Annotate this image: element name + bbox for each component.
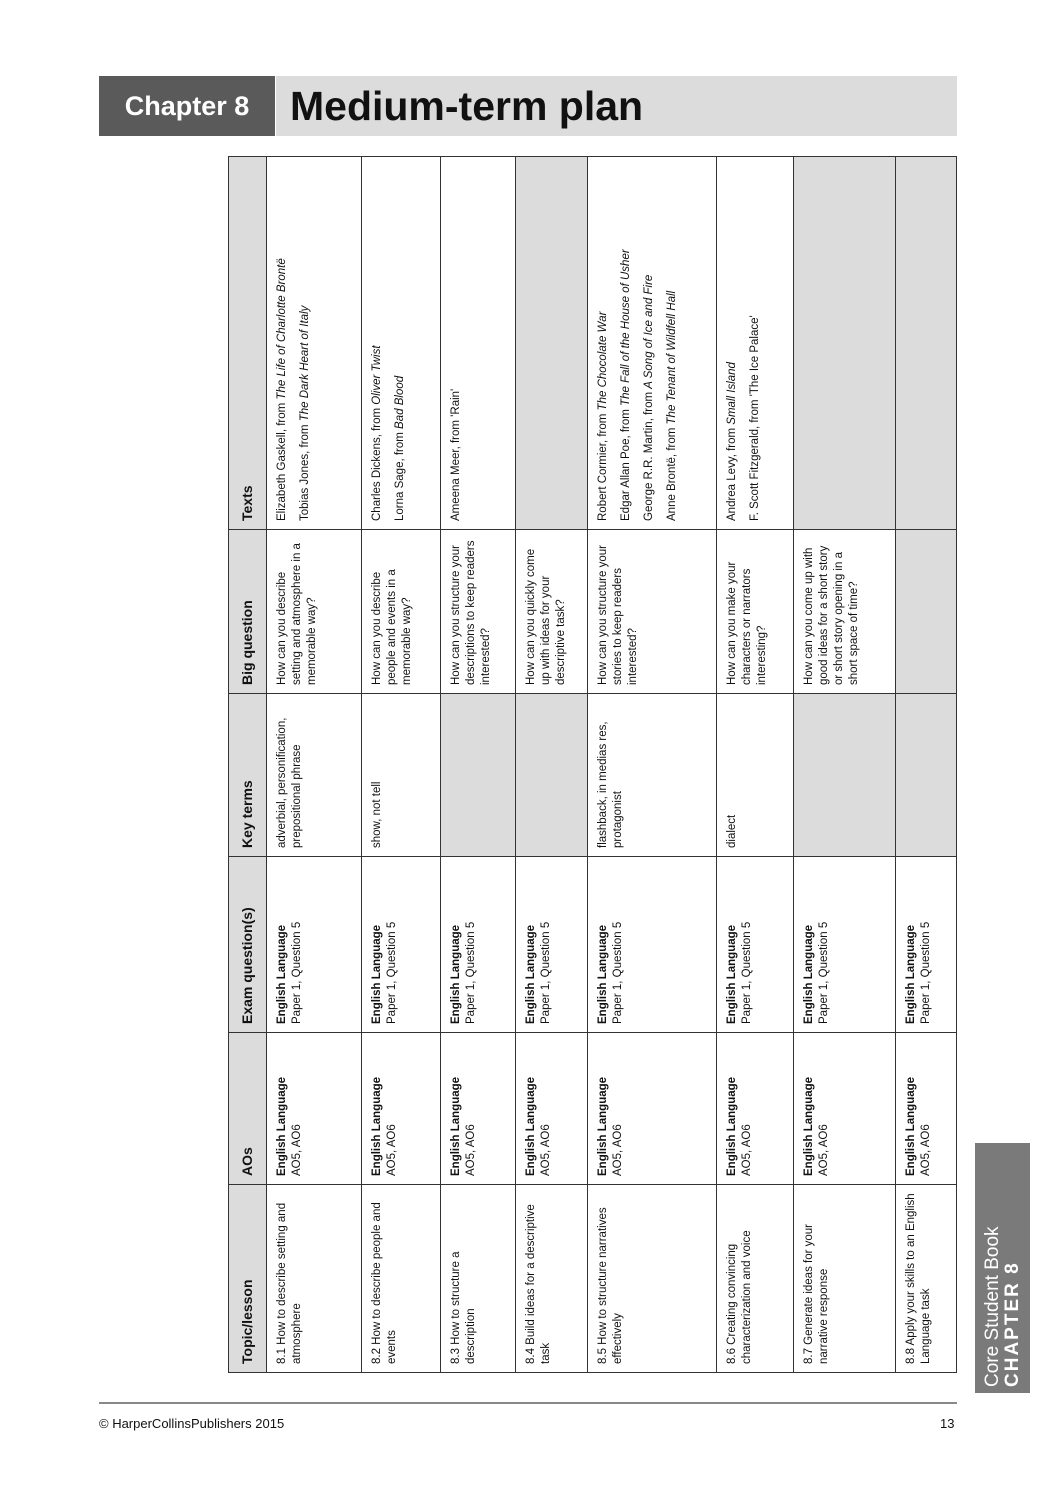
big-question-cell: How can you make your characters or narrators interesting? bbox=[716, 530, 793, 694]
ao-cell bbox=[895, 1033, 956, 1185]
exam-value: Paper 1, Question 5 bbox=[465, 921, 478, 1024]
key-terms-cell: dialect bbox=[716, 694, 793, 857]
ao-value: AO5, AO6 bbox=[540, 1124, 553, 1176]
table-row bbox=[895, 157, 956, 1373]
topic-cell: 8.3 How to structure a description bbox=[441, 1185, 516, 1373]
texts-cell bbox=[588, 157, 716, 530]
texts-cell bbox=[895, 157, 956, 530]
exam-value: Paper 1, Question 5 bbox=[817, 921, 830, 1024]
key-terms-cell: flashback, in medias res, protagonist bbox=[588, 694, 716, 857]
big-question-cell: How can you structure your descriptions to keep readers interested? bbox=[441, 530, 516, 694]
key-terms-cell: adverbial, personification, prepositional phrase bbox=[267, 694, 362, 857]
texts-cell bbox=[516, 157, 588, 530]
exam-value: Paper 1, Question 5 bbox=[919, 921, 932, 1024]
text-entry: F. Scott Fitzgerald, from 'The Ice Palace' bbox=[748, 315, 761, 521]
page-number: 13 bbox=[940, 1416, 955, 1431]
text-entry: Elizabeth Gaskell, from The Life of Charlotte Brontë bbox=[276, 258, 289, 521]
key-terms-cell bbox=[516, 694, 588, 857]
copyright: © HarperCollinsPublishers 2015 bbox=[99, 1416, 285, 1431]
table-row bbox=[362, 157, 441, 1373]
ao-cell bbox=[516, 1033, 588, 1185]
ao-cell bbox=[441, 1033, 516, 1185]
table-row bbox=[516, 157, 588, 1373]
big-question-cell: How can you describe people and events in a memorable way? bbox=[362, 530, 441, 694]
table-row bbox=[267, 157, 362, 1373]
table-row bbox=[588, 157, 716, 1373]
exam-value: Paper 1, Question 5 bbox=[540, 921, 553, 1024]
key-terms-cell bbox=[441, 694, 516, 857]
texts-cell bbox=[441, 157, 516, 530]
exam-title: English Language bbox=[597, 924, 610, 1024]
key-terms-cell bbox=[895, 694, 956, 857]
texts-cell bbox=[716, 157, 793, 530]
big-question-cell: How can you quickly come up with ideas for your descriptive task? bbox=[516, 530, 588, 694]
key-terms-cell bbox=[793, 694, 895, 857]
ao-cell bbox=[588, 1033, 716, 1185]
text-entry: Lorna Sage, from Bad Blood bbox=[394, 375, 407, 521]
topic-cell: 8.2 How to describe people and events bbox=[362, 1185, 441, 1373]
ao-cell bbox=[267, 1033, 362, 1185]
table-row bbox=[441, 157, 516, 1373]
topic-cell: 8.8 Apply your skills to an English Language task bbox=[895, 1185, 956, 1373]
column-header: Exam question(s) bbox=[229, 857, 267, 1033]
exam-title: English Language bbox=[725, 924, 738, 1024]
text-entry: Edgar Allan Poe, from The Fall of the House of Usher bbox=[620, 249, 633, 521]
ao-title: English Language bbox=[725, 1076, 738, 1176]
topic-cell: 8.5 How to structure narratives effectively bbox=[588, 1185, 716, 1373]
text-entry: Andrea Levy, from Small Island bbox=[725, 362, 738, 521]
texts-cell bbox=[793, 157, 895, 530]
exam-cell bbox=[716, 857, 793, 1033]
ao-cell bbox=[793, 1033, 895, 1185]
ao-cell bbox=[716, 1033, 793, 1185]
column-header: Key terms bbox=[229, 694, 267, 857]
text-entry: Tobias Jones, from The Dark Heart of Italy bbox=[298, 305, 311, 521]
ao-title: English Language bbox=[904, 1076, 917, 1176]
table-row bbox=[716, 157, 793, 1373]
medium-term-plan-table bbox=[228, 156, 957, 1373]
column-header: Texts bbox=[229, 157, 267, 530]
table-header-row bbox=[229, 157, 267, 1373]
exam-cell bbox=[362, 857, 441, 1033]
ao-value: AO5, AO6 bbox=[740, 1124, 753, 1176]
exam-cell bbox=[895, 857, 956, 1033]
text-entry: Robert Cormier, from The Chocolate War bbox=[597, 311, 610, 521]
ao-value: AO5, AO6 bbox=[465, 1124, 478, 1176]
table-row bbox=[793, 157, 895, 1373]
big-question-cell: How can you come up with good ideas for a short story or short story opening in a short space of time? bbox=[793, 530, 895, 694]
column-header: AOs bbox=[229, 1033, 267, 1185]
topic-cell: 8.4 Build ideas for a descriptive task bbox=[516, 1185, 588, 1373]
exam-value: Paper 1, Question 5 bbox=[612, 921, 625, 1024]
topic-cell: 8.7 Generate ideas for your narrative response bbox=[793, 1185, 895, 1373]
side-tab-chapter: CHAPTER 8 bbox=[1001, 1261, 1023, 1387]
ao-value: AO5, AO6 bbox=[817, 1124, 830, 1176]
ao-title: English Language bbox=[597, 1076, 610, 1176]
exam-title: English Language bbox=[371, 924, 384, 1024]
exam-cell bbox=[516, 857, 588, 1033]
ao-title: English Language bbox=[525, 1076, 538, 1176]
chapter-label: Chapter 8 bbox=[99, 76, 275, 136]
text-entry: Ameena Meer, from 'Rain' bbox=[450, 388, 463, 521]
exam-title: English Language bbox=[450, 924, 463, 1024]
exam-cell bbox=[441, 857, 516, 1033]
text-entry: George R.R. Martin, from A Song of Ice and Fire bbox=[643, 274, 656, 521]
ao-title: English Language bbox=[371, 1076, 384, 1176]
key-terms-cell: show, not tell bbox=[362, 694, 441, 857]
side-tab bbox=[975, 1143, 1030, 1393]
texts-cell bbox=[362, 157, 441, 530]
text-entry: Charles Dickens, from Oliver Twist bbox=[371, 345, 384, 521]
plan-table-wrapper bbox=[228, 157, 957, 1373]
exam-title: English Language bbox=[276, 924, 289, 1024]
ao-title: English Language bbox=[276, 1076, 289, 1176]
exam-title: English Language bbox=[525, 924, 538, 1024]
exam-cell bbox=[588, 857, 716, 1033]
footer-rule bbox=[99, 1402, 957, 1404]
exam-value: Paper 1, Question 5 bbox=[290, 921, 303, 1024]
ao-value: AO5, AO6 bbox=[919, 1124, 932, 1176]
exam-title: English Language bbox=[904, 924, 917, 1024]
column-header: Topic/lesson bbox=[229, 1185, 267, 1373]
big-question-cell: How can you structure your stories to keep readers interested? bbox=[588, 530, 716, 694]
ao-value: AO5, AO6 bbox=[612, 1124, 625, 1176]
column-header: Big question bbox=[229, 530, 267, 694]
text-entry: Anne Brontë, from The Tenant of Wildfell Hall bbox=[666, 290, 679, 521]
exam-value: Paper 1, Question 5 bbox=[386, 921, 399, 1024]
page-title: Medium-term plan bbox=[276, 76, 957, 136]
exam-cell bbox=[267, 857, 362, 1033]
ao-title: English Language bbox=[450, 1076, 463, 1176]
topic-cell: 8.1 How to describe setting and atmosphere bbox=[267, 1185, 362, 1373]
topic-cell: 8.6 Creating convincing characterization and voice bbox=[716, 1185, 793, 1373]
exam-cell bbox=[793, 857, 895, 1033]
ao-value: AO5, AO6 bbox=[386, 1124, 399, 1176]
ao-cell bbox=[362, 1033, 441, 1185]
big-question-cell bbox=[895, 530, 956, 694]
ao-title: English Language bbox=[802, 1076, 815, 1176]
exam-value: Paper 1, Question 5 bbox=[740, 921, 753, 1024]
exam-title: English Language bbox=[802, 924, 815, 1024]
big-question-cell: How can you describe setting and atmosphere in a memorable way? bbox=[267, 530, 362, 694]
texts-cell bbox=[267, 157, 362, 530]
side-tab-book: Core Student Book bbox=[981, 1226, 1003, 1387]
ao-value: AO5, AO6 bbox=[290, 1124, 303, 1176]
